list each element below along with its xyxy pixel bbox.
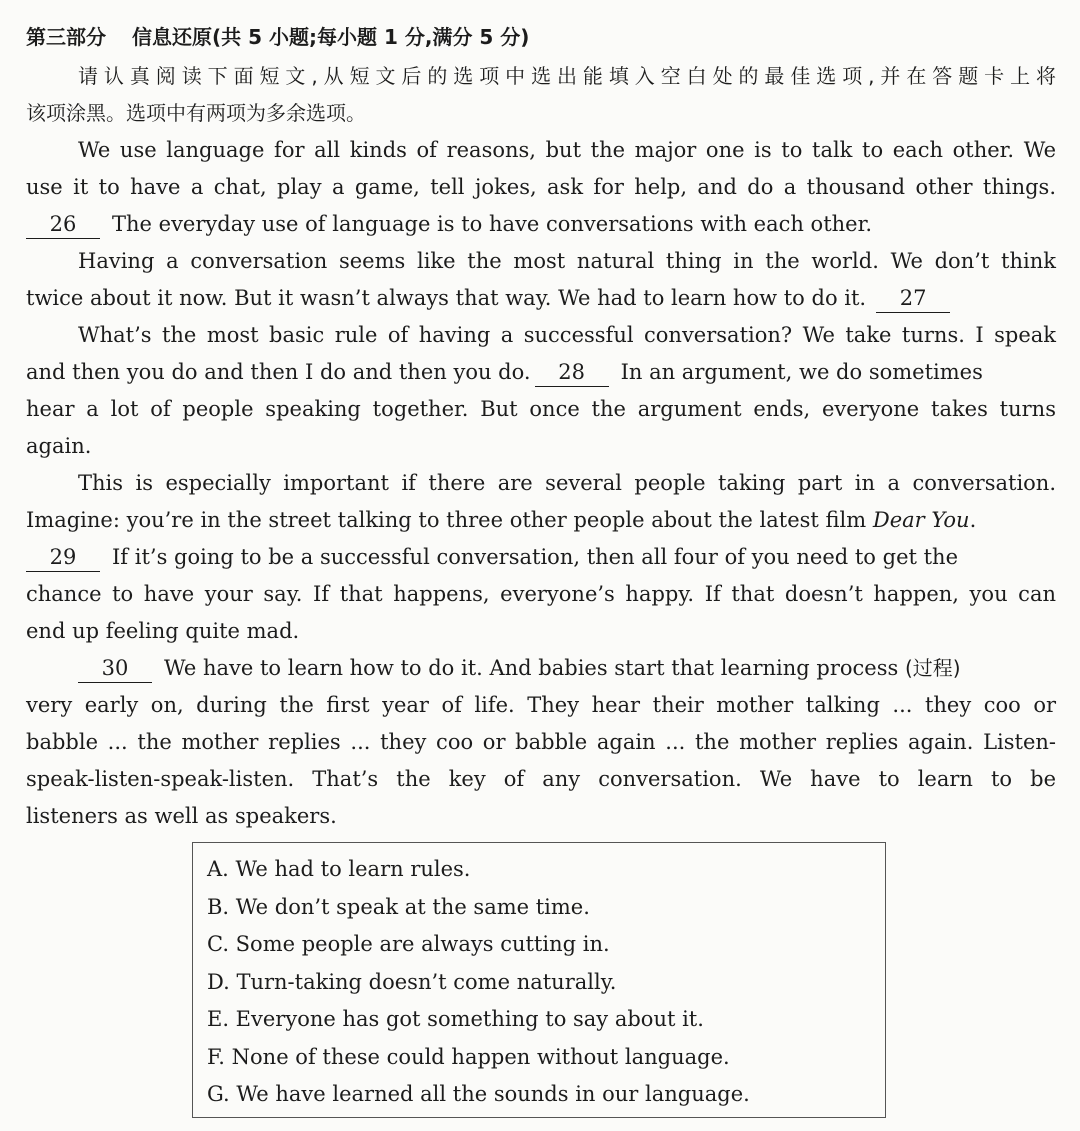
option-a: A. We had to learn rules. (207, 857, 471, 881)
p5-line-1-cn: (过程) (904, 656, 961, 680)
p4-line-3-text: If it’s going to be a successful conversation, then all four of you need to get the (112, 545, 958, 569)
section-subtitle: 信息还原(共 5 小题;每小题 1 分,满分 5 分) (132, 25, 530, 49)
blank-29: 29 (26, 543, 100, 572)
p4-line-4: chance to have your say. If that happens, everyone’s happy. If that doesn’t happen, you can (26, 582, 1056, 606)
section-heading (26, 22, 529, 52)
option-f: F. None of these could happen without language. (207, 1044, 730, 1069)
blank-26: 26 (26, 210, 100, 239)
blank-27: 27 (876, 284, 950, 313)
film-title-end: . (969, 508, 977, 532)
p3-line-2b: In an argument, we do sometimes (620, 360, 983, 384)
p3-line-1: What’s the most basic rule of having a successful conversation? We take turns. I speak (78, 323, 1056, 347)
option-c: C. Some people are always cutting in. (207, 932, 610, 956)
p1-line-3-text: The everyday use of language is to have conversations with each other. (112, 212, 872, 236)
p3-line-2 (26, 354, 1056, 391)
p1-line-2: use it to have a chat, play a game, tell jokes, ask for help, and do a thousand other things. (26, 175, 1056, 199)
p5-line-1-text: We have to learn how to do it. And babies start that learning process (164, 656, 899, 680)
p2-line-2 (26, 280, 1056, 317)
p5-line-3: babble ... the mother replies ... they coo or babble again ... the mother replies again. Listen- (26, 730, 1056, 754)
p4-line-2-text: Imagine: you’re in the street talking to three other people about the latest film (26, 508, 867, 532)
p3-line-2a: and then you do and then I do and then you do. (26, 360, 531, 384)
p2-line-1: Having a conversation seems like the most natural thing in the world. We don’t think (78, 249, 1056, 273)
p1-line-3 (26, 206, 1056, 243)
p1-line-1: We use language for all kinds of reasons, but the major one is to talk to each other. We (78, 138, 1056, 162)
p4-line-5: end up feeling quite mad. (26, 619, 300, 643)
p4-line-1: This is especially important if there are several people taking part in a conversation. (78, 471, 1056, 495)
option-d: D. Turn-taking doesn’t come naturally. (207, 969, 617, 994)
p5-line-2: very early on, during the first year of life. They hear their mother talking ... they coo or (26, 693, 1056, 717)
option-g: G. We have learned all the sounds in our language. (207, 1082, 750, 1106)
p3-line-3: hear a lot of people speaking together. But once the argument ends, everyone takes turns (26, 397, 1056, 421)
p4-line-3 (26, 539, 1056, 576)
instruction-line-1: 请认真阅读下面短文,从短文后的选项中选出能填入空白处的最佳选项,并在答题卡上将 (78, 64, 1056, 88)
p4-line-2 (26, 502, 1056, 539)
p2-line-2-text: twice about it now. But it wasn’t always that way. We had to learn how to do it. (26, 286, 867, 310)
p5-line-4: speak-listen-speak-listen. That’s the key of any conversation. We have to learn to be (26, 767, 1056, 791)
p5-line-5: listeners as well as speakers. (26, 804, 337, 828)
section-title: 第三部分 (26, 25, 106, 49)
p3-line-4: again. (26, 434, 92, 458)
instruction-line-2: 该项涂黑。选项中有两项为多余选项。 (26, 101, 366, 125)
p5-line-1 (78, 650, 1056, 687)
options-box (192, 842, 886, 1118)
option-e: E. Everyone has got something to say about it. (207, 1007, 704, 1031)
film-title: Dear You (872, 508, 970, 532)
blank-30: 30 (78, 654, 152, 683)
option-b: B. We don’t speak at the same time. (207, 894, 590, 919)
blank-28: 28 (535, 358, 609, 387)
